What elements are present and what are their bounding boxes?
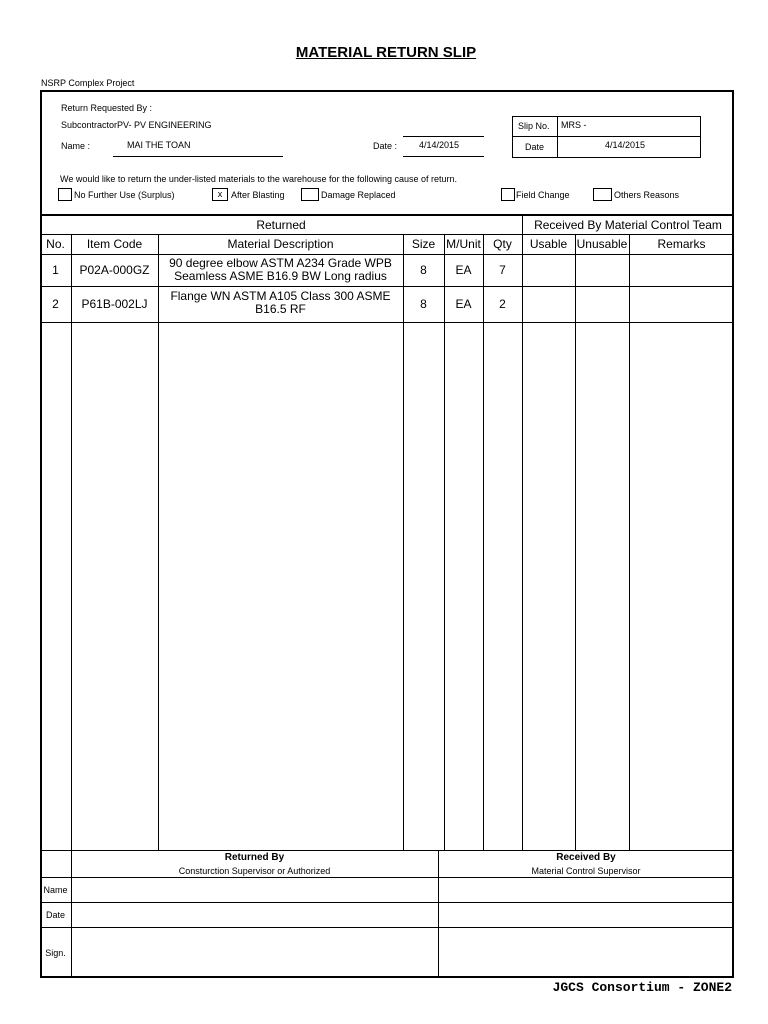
name-value[interactable]: MAI THE TOAN <box>127 140 191 150</box>
footer-consortium: JGCS Consortium - ZONE2 <box>552 980 732 995</box>
row-2-item-code: P61B-002LJ <box>81 297 148 311</box>
slip-date-label: Date <box>525 142 545 152</box>
subcontractor-label-text: Subcontractor <box>61 120 118 130</box>
slip-date-value[interactable]: 4/14/2015 <box>605 140 646 150</box>
signoff-header-line <box>40 877 734 878</box>
row-1-item-code: P02A-000GZ <box>79 263 150 277</box>
row-2-no: 2 <box>52 297 59 311</box>
row-2-qty: 2 <box>499 297 506 311</box>
option-field-change-label: Field Change <box>516 190 570 200</box>
row-2-description <box>158 286 403 322</box>
signoff-date-line <box>40 927 734 928</box>
checkbox-no-further-use[interactable] <box>58 188 72 201</box>
row-1-no: 1 <box>52 263 59 277</box>
col-line-5 <box>483 234 484 850</box>
checkbox-field-change[interactable] <box>501 188 515 201</box>
returned-by-title: Returned By <box>224 852 285 863</box>
col-header-unit: M/Unit <box>446 237 481 251</box>
slip-box-divider <box>557 116 558 158</box>
slip-no-label: Slip No. <box>518 121 550 131</box>
subcontractor-value: PV- PV ENGINEERING <box>117 120 212 130</box>
date-underline <box>403 156 484 157</box>
checkbox-damage-replaced[interactable] <box>301 188 319 201</box>
col-line-8 <box>629 234 630 850</box>
row-1-description-line2: Seamless ASME B16.9 BW Long radius <box>174 269 387 283</box>
returned-by-subtitle: Consturction Supervisor or Authorized <box>178 865 331 876</box>
col-header-unusable: Unusable <box>576 237 628 251</box>
group-header-returned: Returned <box>256 217 306 232</box>
slip-box-row-divider <box>512 136 701 137</box>
received-by-subtitle: Material Control Supervisor <box>531 865 641 876</box>
col-header-usable: Usable <box>529 237 568 251</box>
requested-by-label: Return Requested By : <box>61 103 153 113</box>
date-value[interactable]: 4/14/2015 <box>419 140 460 150</box>
signoff-name-line <box>40 902 734 903</box>
option-others-reasons-label: Others Reasons <box>614 190 680 200</box>
row-2-description-line1: Flange WN ASTM A105 Class 300 ASME <box>170 289 391 303</box>
col-line-6 <box>522 214 523 850</box>
received-by-title: Received By <box>556 852 616 863</box>
cause-statement: We would like to return the under-listed materials to the warehouse for the following cause of return. <box>60 174 458 184</box>
row-2-unit: EA <box>455 297 472 311</box>
col-line-7 <box>575 234 576 850</box>
slip-no-value[interactable]: MRS - <box>561 120 587 130</box>
subcontractor-label <box>61 120 212 130</box>
row-2-description-line2: B16.5 RF <box>255 302 306 316</box>
date-label: Date : <box>373 141 398 151</box>
signoff-sign-label: Sign. <box>45 947 66 958</box>
checkbox-others-reasons[interactable] <box>593 188 612 201</box>
option-damage-replaced-label: Damage Replaced <box>321 190 396 200</box>
signoff-date-label: Date <box>45 909 65 920</box>
col-line-3 <box>403 234 404 850</box>
col-line-1 <box>71 234 72 850</box>
page-title: MATERIAL RETURN SLIP <box>295 44 477 61</box>
row-1-unit: EA <box>455 263 472 277</box>
col-header-description: Material Description <box>227 237 334 251</box>
row-2-size: 8 <box>420 297 427 311</box>
col-header-size: Size <box>411 237 436 251</box>
checkbox-after-blasting[interactable]: x <box>212 188 228 201</box>
name-label: Name : <box>61 141 91 151</box>
row-1-description <box>158 254 403 286</box>
col-line-2 <box>158 234 159 850</box>
name-underline <box>113 156 283 157</box>
row-1-size: 8 <box>420 263 427 277</box>
date-overline <box>403 136 484 137</box>
col-line-4 <box>444 234 445 850</box>
col-header-item-code: Item Code <box>86 237 143 251</box>
row-1-description-line1: 90 degree elbow ASTM A234 Grade WPB <box>169 256 392 270</box>
option-no-further-use-label: No Further Use (Surplus) <box>74 190 175 200</box>
col-header-remarks: Remarks <box>657 237 706 251</box>
project-name: NSRP Complex Project <box>41 78 135 88</box>
group-header-received: Received By Material Control Team <box>534 217 722 232</box>
row-1-qty: 7 <box>499 263 506 277</box>
col-header-no: No. <box>46 237 65 251</box>
signoff-name-label: Name <box>43 884 68 895</box>
col-header-qty: Qty <box>493 237 512 251</box>
option-after-blasting-label: After Blasting <box>231 190 285 200</box>
